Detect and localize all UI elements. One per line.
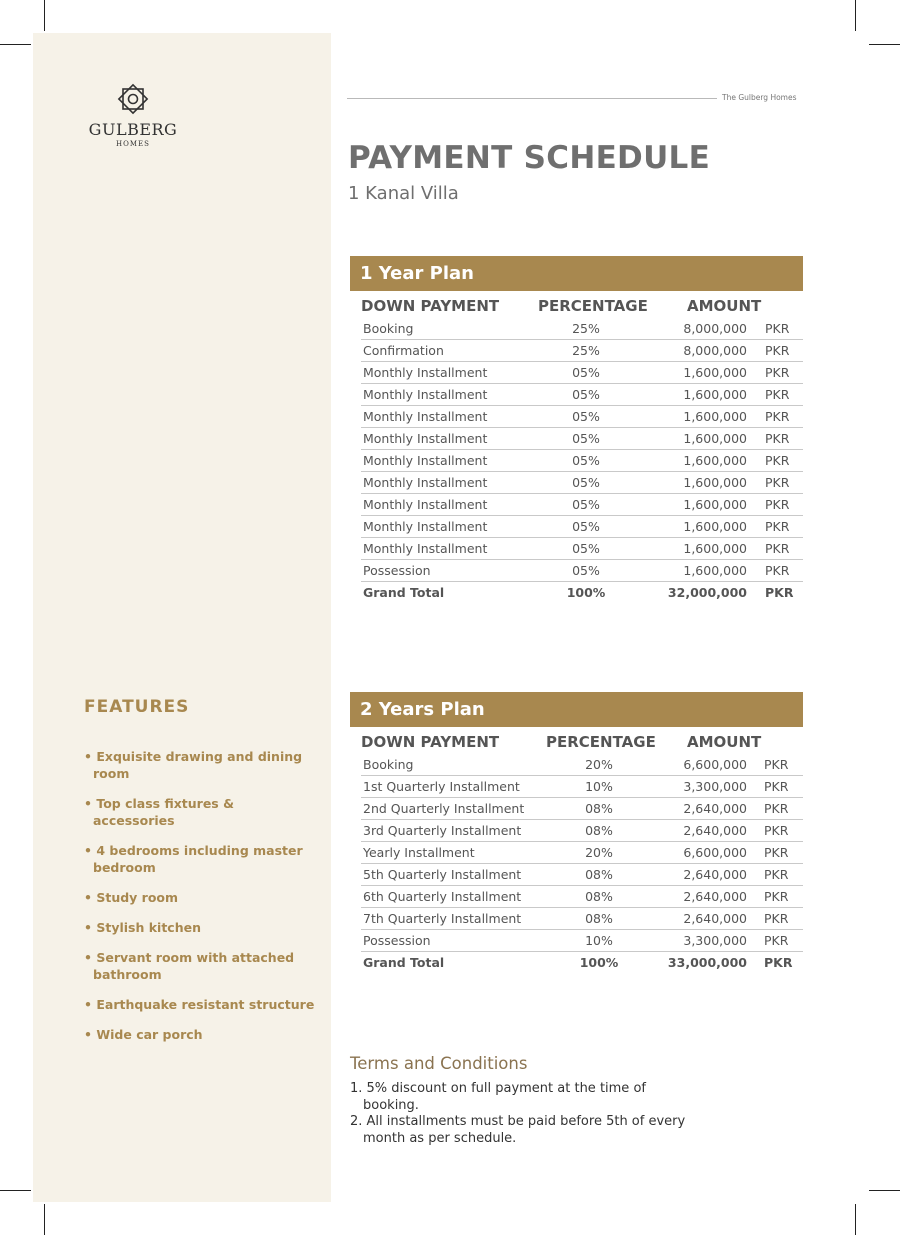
row-currency: PKR (764, 955, 793, 970)
row-percentage: 05% (572, 563, 600, 578)
table-row (361, 516, 803, 538)
row-currency: PKR (764, 889, 789, 904)
row-percentage: 05% (572, 475, 600, 490)
table-row (361, 864, 803, 886)
row-percentage: 05% (572, 453, 600, 468)
column-header: DOWN PAYMENT (361, 733, 500, 751)
table-row (361, 450, 803, 472)
row-percentage: 10% (585, 933, 613, 948)
row-label: Grand Total (363, 585, 445, 600)
row-label: Booking (363, 757, 414, 772)
table-row (361, 886, 803, 908)
plan-title: 2 Years Plan (350, 692, 803, 727)
terms-item: 2. All installments must be paid before 5th of every month as per schedule. (350, 1114, 686, 1146)
row-amount: 2,640,000 (683, 801, 747, 816)
crop-mark (44, 1204, 45, 1235)
features-title: FEATURES (84, 697, 190, 717)
row-currency: PKR (764, 779, 789, 794)
row-percentage: 08% (585, 889, 613, 904)
plan-table (350, 692, 803, 973)
column-header: AMOUNT (687, 297, 762, 315)
row-label: Possession (363, 563, 431, 578)
row-label: Monthly Installment (363, 519, 488, 534)
row-label: Booking (363, 321, 414, 336)
row-percentage: 08% (585, 801, 613, 816)
row-currency: PKR (765, 409, 790, 424)
star-emblem-icon (116, 82, 150, 116)
feature-item: • Top class fixtures & accessories (84, 795, 319, 829)
row-currency: PKR (765, 365, 790, 380)
row-currency: PKR (764, 823, 789, 838)
crop-mark (44, 0, 45, 31)
row-amount: 6,600,000 (683, 845, 747, 860)
table-row (361, 318, 803, 340)
row-label: Monthly Installment (363, 541, 488, 556)
row-amount: 1,600,000 (683, 497, 747, 512)
table-body (361, 318, 803, 603)
row-amount: 2,640,000 (683, 889, 747, 904)
row-percentage: 10% (585, 779, 613, 794)
crop-mark (855, 1204, 856, 1235)
feature-item: • Study room (84, 889, 319, 906)
row-label: Monthly Installment (363, 497, 488, 512)
row-currency: PKR (765, 453, 790, 468)
row-percentage: 05% (572, 497, 600, 512)
table-row (361, 406, 803, 428)
row-currency: PKR (764, 867, 789, 882)
row-currency: PKR (765, 585, 794, 600)
row-percentage: 05% (572, 409, 600, 424)
feature-item: • 4 bedrooms including master bedroom (84, 842, 319, 876)
header-brand-text: The Gulberg Homes (722, 93, 797, 102)
page-title: PAYMENT SCHEDULE (348, 140, 711, 176)
row-label: Monthly Installment (363, 475, 488, 490)
row-amount: 1,600,000 (683, 431, 747, 446)
row-label: 3rd Quarterly Installment (363, 823, 522, 838)
row-label: Yearly Installment (363, 845, 475, 860)
table-body (361, 754, 803, 973)
row-amount: 1,600,000 (683, 387, 747, 402)
row-amount: 1,600,000 (683, 453, 747, 468)
row-label: Grand Total (363, 955, 445, 970)
row-amount: 1,600,000 (683, 563, 747, 578)
row-label: Possession (363, 933, 431, 948)
row-label: 7th Quarterly Installment (363, 911, 522, 926)
row-label: Monthly Installment (363, 431, 488, 446)
row-amount: 8,000,000 (683, 321, 747, 336)
crop-mark (0, 44, 31, 45)
column-header: PERCENTAGE (538, 297, 648, 315)
grand-total-row (361, 582, 803, 603)
row-label: 6th Quarterly Installment (363, 889, 522, 904)
row-currency: PKR (764, 911, 789, 926)
row-amount: 2,640,000 (683, 911, 747, 926)
brand-logo (85, 82, 181, 148)
row-amount: 32,000,000 (667, 585, 747, 600)
row-currency: PKR (765, 387, 790, 402)
row-label: 1st Quarterly Installment (363, 779, 520, 794)
terms-item: 1. 5% discount on full payment at the time of booking. (350, 1081, 646, 1113)
row-percentage: 100% (579, 955, 619, 970)
row-amount: 1,600,000 (683, 541, 747, 556)
row-label: Monthly Installment (363, 409, 488, 424)
row-percentage: 25% (572, 321, 600, 336)
row-currency: PKR (765, 541, 790, 556)
row-amount: 1,600,000 (683, 519, 747, 534)
row-currency: PKR (764, 757, 789, 772)
grand-total-row (361, 952, 803, 973)
row-currency: PKR (765, 431, 790, 446)
terms-title: Terms and Conditions (350, 1054, 528, 1073)
feature-item: • Servant room with attached bathroom (84, 949, 319, 983)
table-header (350, 727, 803, 754)
page-subtitle: 1 Kanal Villa (348, 183, 459, 204)
crop-mark (0, 1190, 31, 1191)
feature-item: • Stylish kitchen (84, 919, 319, 936)
row-currency: PKR (765, 519, 790, 534)
row-amount: 3,300,000 (683, 779, 747, 794)
row-currency: PKR (764, 845, 789, 860)
table-row (361, 428, 803, 450)
feature-item: • Wide car porch (84, 1026, 319, 1043)
table-row (361, 798, 803, 820)
row-label: 5th Quarterly Installment (363, 867, 522, 882)
row-amount: 2,640,000 (683, 823, 747, 838)
row-currency: PKR (765, 563, 790, 578)
row-amount: 1,600,000 (683, 475, 747, 490)
crop-mark (869, 44, 900, 45)
table-row (361, 494, 803, 516)
table-row (361, 362, 803, 384)
table-row (361, 384, 803, 406)
row-amount: 1,600,000 (683, 409, 747, 424)
brand-sub: HOMES (116, 140, 150, 148)
table-row (361, 340, 803, 362)
row-label: 2nd Quarterly Installment (363, 801, 525, 816)
header-rule (347, 98, 717, 99)
row-percentage: 20% (585, 757, 613, 772)
row-percentage: 100% (566, 585, 606, 600)
row-currency: PKR (765, 497, 790, 512)
row-percentage: 25% (572, 343, 600, 358)
column-header: AMOUNT (687, 733, 762, 751)
row-amount: 2,640,000 (683, 867, 747, 882)
row-percentage: 05% (572, 387, 600, 402)
crop-mark (855, 0, 856, 31)
row-currency: PKR (764, 933, 789, 948)
table-header (350, 291, 803, 318)
table-row (361, 754, 803, 776)
row-percentage: 08% (585, 823, 613, 838)
column-header: DOWN PAYMENT (361, 297, 500, 315)
plan-table (350, 256, 803, 603)
row-amount: 8,000,000 (683, 343, 747, 358)
table-row (361, 776, 803, 798)
row-currency: PKR (764, 801, 789, 816)
row-amount: 3,300,000 (683, 933, 747, 948)
table-row (361, 842, 803, 864)
table-row (361, 820, 803, 842)
column-header: PERCENTAGE (546, 733, 656, 751)
row-percentage: 05% (572, 541, 600, 556)
row-amount: 1,600,000 (683, 365, 747, 380)
row-percentage: 08% (585, 867, 613, 882)
table-row (361, 538, 803, 560)
table-row (361, 560, 803, 582)
row-percentage: 05% (572, 365, 600, 380)
row-label: Confirmation (363, 343, 444, 358)
row-label: Monthly Installment (363, 365, 488, 380)
plan-title: 1 Year Plan (350, 256, 803, 291)
terms-list (350, 1081, 690, 1147)
crop-mark (869, 1190, 900, 1191)
row-amount: 6,600,000 (683, 757, 747, 772)
table-row (361, 472, 803, 494)
feature-item: • Earthquake resistant structure (84, 996, 319, 1013)
row-percentage: 05% (572, 431, 600, 446)
brand-name: GULBERG (88, 120, 178, 139)
row-label: Monthly Installment (363, 453, 488, 468)
row-currency: PKR (765, 321, 790, 336)
row-amount: 33,000,000 (667, 955, 747, 970)
row-currency: PKR (765, 343, 790, 358)
features-list (84, 748, 319, 1056)
row-percentage: 08% (585, 911, 613, 926)
table-row (361, 908, 803, 930)
row-percentage: 20% (585, 845, 613, 860)
feature-item: • Exquisite drawing and dining room (84, 748, 319, 782)
row-percentage: 05% (572, 519, 600, 534)
row-currency: PKR (765, 475, 790, 490)
row-label: Monthly Installment (363, 387, 488, 402)
table-row (361, 930, 803, 952)
